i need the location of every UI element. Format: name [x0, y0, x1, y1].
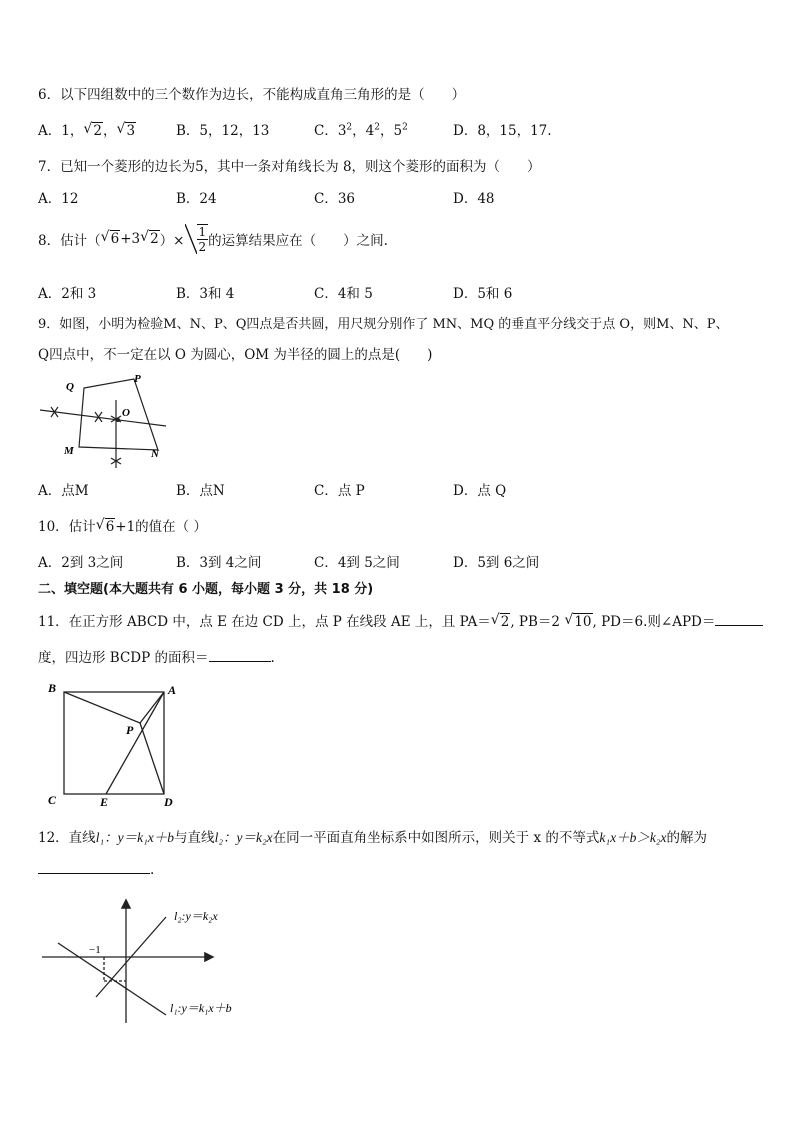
q9-line1: 9．如图，小明为检验M、N、P、Q四点是否共圆，用尺规分别作了 MN、MQ 的垂直平分线交于点 O，则M、N、P、 — [38, 317, 729, 332]
q6-option-b[interactable]: B．5，12，13 — [176, 123, 270, 139]
q8-option-d[interactable]: D．5和 6 — [453, 286, 513, 302]
q8-option-b[interactable]: B．3和 4 — [176, 286, 235, 302]
q8-option-c[interactable]: C．4和 5 — [314, 286, 373, 302]
q10-option-a[interactable]: A．2到 3之间 — [38, 555, 124, 571]
q8-stem: 8．估计（ √ 6 +3 √ 2 ）× $\frac{1}{2}$ 的运算结果应在（ ）之间. — [38, 224, 388, 254]
label-o: O — [122, 407, 130, 419]
label-c: C — [48, 793, 57, 807]
line-l1 — [58, 943, 166, 1015]
q9-option-b[interactable]: B．点N — [176, 483, 225, 499]
q11-figure — [44, 680, 184, 808]
point-o — [116, 418, 120, 422]
q11-line2: 度，四边形 BCDP 的面积＝ . — [38, 650, 275, 666]
q6-stem: 6．以下四组数中的三个数作为边长，不能构成直角三角形的是（ ） — [38, 87, 466, 103]
q10-stem: 10．估计√ 6+1的值在（ ） — [38, 515, 207, 535]
q11-line1: 11．在正方形 ABCD 中，点 E 在边 CD 上，点 P 在线段 AE 上，且 PA＝√ 2, PB＝2 √ 10, PD＝6.则∠APD＝ — [38, 610, 763, 630]
q10-option-b[interactable]: B．3到 4之间 — [176, 555, 262, 571]
q7-stem: 7．已知一个菱形的边长为5，其中一条对角线长为 8，则这个菱形的面积为（ ） — [38, 159, 541, 175]
label-b: B — [48, 681, 57, 695]
q6-option-c[interactable]: C．$3^2$，$4^2$，$5^2$ — [314, 122, 408, 139]
q10-option-d[interactable]: D．5到 6之间 — [453, 555, 540, 571]
label-p: P — [126, 723, 134, 737]
q9-option-a[interactable]: A．点M — [38, 483, 89, 499]
q9-option-c[interactable]: C．点 P — [314, 483, 365, 499]
label-neg1: −1 — [89, 944, 101, 956]
label-d: D — [164, 795, 173, 808]
label-n: N — [151, 448, 159, 460]
quadrilateral-mnpq — [79, 379, 158, 450]
sqrt-6: √ 6 — [96, 519, 116, 535]
q12-line1: 12．直线l₁：y＝k₁x＋b与直线l₂：y＝k₂x在同一平面直角坐标系中如图所示，则关于 x 的不等式k₁x＋b＞k₂x的解为 — [38, 830, 707, 846]
q7-option-b[interactable]: B．24 — [176, 191, 217, 207]
sqrt-6: √ 6 — [101, 231, 121, 247]
sqrt-2: √ 2 — [83, 123, 103, 139]
sqrt-fraction: $\frac{1}{2}$ — [185, 224, 209, 254]
sqrt-3: √ 3 — [116, 123, 136, 139]
label-a: A — [168, 683, 177, 697]
answer-blank-area[interactable] — [209, 661, 271, 662]
label-m: M — [64, 445, 74, 457]
q9-option-d[interactable]: D．点 Q — [453, 483, 507, 499]
q7-option-c[interactable]: C．36 — [314, 191, 356, 207]
q10-option-c[interactable]: C．4到 5之间 — [314, 555, 400, 571]
q6-option-a[interactable]: A．1，√ 2，√ 3 — [38, 119, 136, 139]
q8-option-a[interactable]: A．2和 3 — [38, 286, 97, 302]
label-p: P — [134, 373, 141, 385]
q12-line2: . — [38, 862, 154, 878]
q7-option-d[interactable]: D．48 — [453, 191, 495, 207]
q6-option-d[interactable]: D．8，15，17. — [453, 123, 552, 139]
answer-blank-angle[interactable] — [715, 625, 763, 626]
q7-option-a[interactable]: A．12 — [38, 191, 79, 207]
label-e: E — [100, 795, 109, 808]
label-q: Q — [66, 381, 74, 393]
q9-line2: Q四点中，不一定在以 O 为圆心，OM 为半径的圆上的点是( ) — [38, 347, 433, 363]
q12-graph — [40, 895, 280, 1025]
q9-figure — [36, 370, 176, 470]
label-l1: l₁:y＝k₁x＋b — [170, 1001, 232, 1015]
answer-blank-solution[interactable] — [38, 873, 150, 874]
section-heading: 二、填空题(本大题共有 6 小题，每小题 3 分，共 18 分) — [38, 582, 374, 597]
sqrt-2: √ 2 — [140, 231, 160, 247]
label-l2: l₂:y＝k₂x — [174, 909, 218, 923]
